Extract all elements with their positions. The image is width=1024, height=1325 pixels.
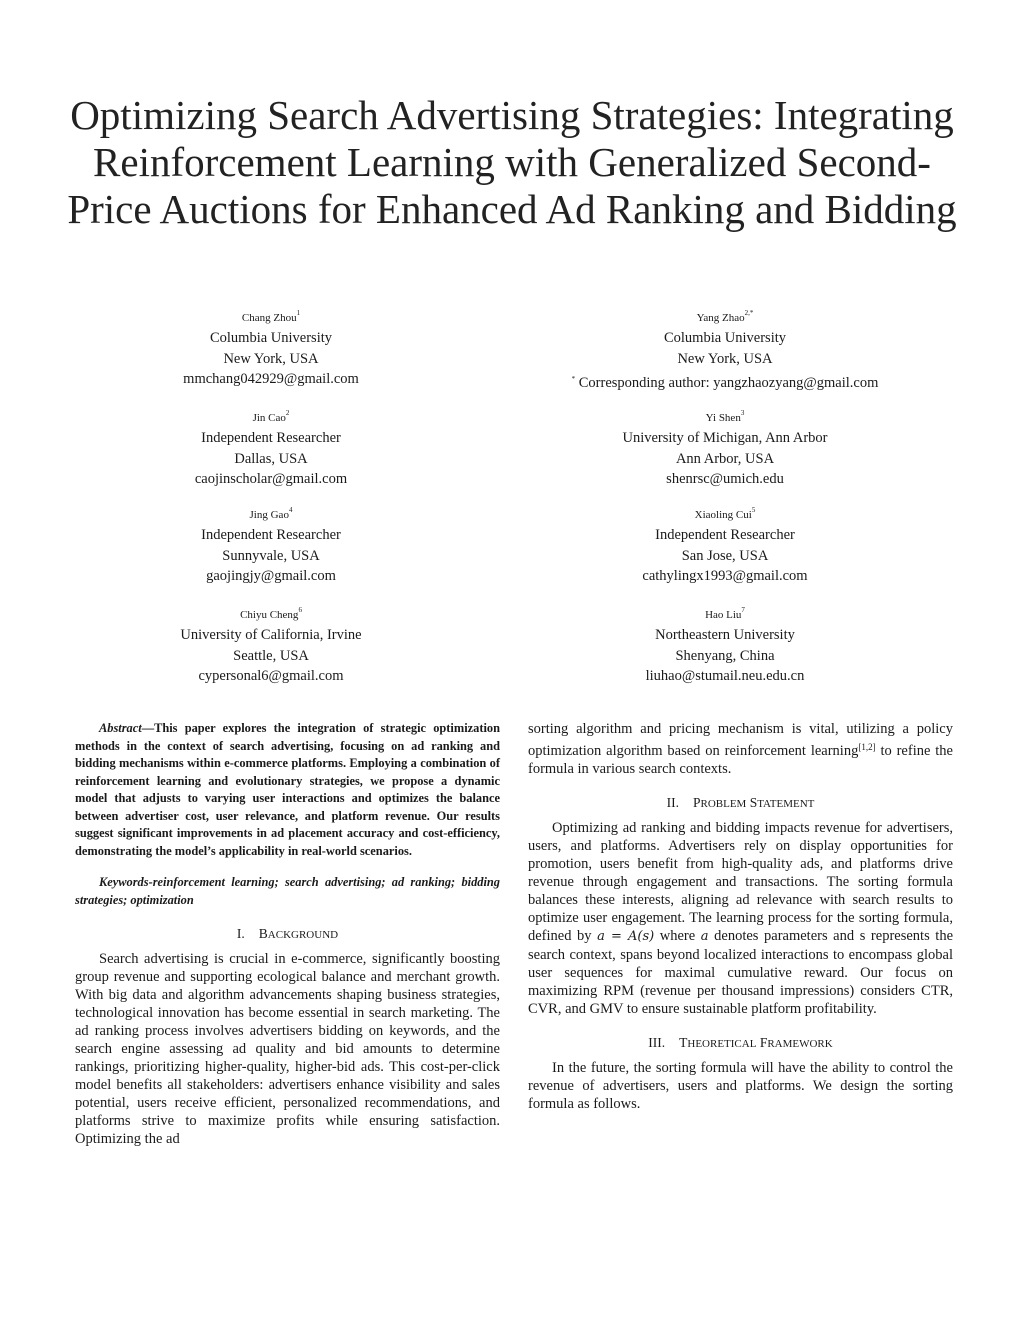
keywords: Keywords-reinforcement learning; search advertising; ad ranking; bidding strategies; optimization — [75, 875, 500, 907]
author-location: San Jose, USA — [681, 547, 769, 564]
author-block — [51, 403, 491, 490]
author-block — [505, 600, 945, 687]
citation: [1,2] — [858, 742, 876, 752]
author-email: gaojingjy@gmail.com — [206, 568, 336, 585]
abstract-text: This paper explores the integration of strategic optimization methods in the context of search advertising, focusing on ad ranking and bidding mechanisms within e-commerce platforms. Employing a combination of reinforcement learning and evolutionary strategies, we propose a dynamic model that adjusts to varying user interactions and optimizes the balance between advertiser cost, user relevance, and platform revenue. Our results suggest significant improvements in ad placement accuracy and cost-efficiency, demonstrating the model’s applicability in real-world scenarios. — [75, 721, 500, 858]
background-body: Search advertising is crucial in e-commerce, significantly boosting group revenue and supporting ecological balance and merchant growth. With big data and algorithm advancements shaping business strategies, technological innovation has become essential in search marketing. The ad ranking process involves advertisers bidding on keywords, and the search engine assessing ad quality and bid amounts to determine rankings, prioritizing higher-quality, higher-bid ads. This cost-per-click model benefits all stakeholders: advertisers enhance visibility and sales potential, users receive efficient, personalized recommendations, and platforms strive to maximize profits while ensuring satisfaction. Optimizing the ad — [75, 951, 500, 1147]
author-block — [505, 303, 945, 394]
math-var: a — [700, 929, 709, 944]
abstract-dash: — — [141, 721, 155, 735]
author-location: New York, USA — [677, 350, 773, 367]
author-block — [51, 600, 491, 687]
author-sup: 7 — [741, 606, 745, 614]
author-sup: 4 — [288, 506, 293, 514]
author-block — [505, 403, 945, 490]
author-sup: 3 — [740, 409, 745, 417]
author-affiliation: Independent Researcher — [201, 527, 341, 544]
author-email: caojinscholar@gmail.com — [194, 471, 348, 488]
paper-title: Optimizing Search Advertising Strategies: Integrating Reinforcement Learning with Generalized Second-Price Auctions for Enhanced Ad Ranking and Bidding — [67, 92, 957, 232]
corresponding-marker: * — [571, 375, 576, 384]
author-name: Jin Cao — [252, 411, 286, 424]
abstract-label: Abstract — [99, 721, 142, 735]
author-email: liuhao@stumail.neu.edu.cn — [645, 668, 805, 685]
section-heading-background: I. BACKGROUND — [236, 926, 339, 941]
author-sup: 5 — [751, 506, 756, 514]
author-location: Seattle, USA — [233, 647, 309, 664]
author-affiliation: Independent Researcher — [201, 430, 341, 447]
author-email: cypersonal6@gmail.com — [198, 668, 344, 685]
author-name: Chang Zhou — [241, 311, 297, 324]
left-column — [75, 720, 500, 1148]
author-location: Sunnyvale, USA — [222, 547, 320, 564]
author-affiliation: Northeastern University — [655, 627, 795, 644]
author-name: Yi Shen — [705, 411, 741, 424]
author-affiliation: Independent Researcher — [655, 527, 795, 544]
author-email: shenrsc@umich.edu — [666, 471, 784, 488]
author-sup: 6 — [298, 606, 302, 614]
author-sup: 1 — [296, 309, 301, 317]
framework-body: In the future, the sorting formula will have the ability to control the revenue of advertisers, users and platforms. We design the sorting formula as follows. — [528, 1060, 953, 1112]
author-block — [505, 500, 945, 587]
right-column — [528, 720, 953, 1113]
author-sup: 2 — [285, 409, 290, 417]
author-name: Xiaoling Cui — [694, 508, 752, 521]
author-name: Hao Liu — [705, 608, 742, 621]
author-name: Jing Gao — [249, 508, 289, 521]
author-email: mmchang042929@gmail.com — [183, 371, 359, 388]
section-heading-framework: III. THEORETICAL FRAMEWORK — [648, 1035, 833, 1050]
author-location: Dallas, USA — [234, 450, 308, 467]
problem-body: Optimizing ad ranking and bidding impacts revenue for advertisers, users, and platforms. Advertisers rely on display opportunities for promotion, users benefit from high-quality ads, and platforms drive revenue through engagement and transactions. The sorting formula balances these interests, aligning ad relevance with search results to optimize user engagement. The learning process for the sorting formula, defined by a = A(s) where a denotes parameters and s represents the search context, spans beyond localized interactions to encompass global user sequences for maximal cumulative reward. Our focus on maximizing RPM (revenue per thousand impressions) considers CTR, CVR, and GMV to ensure sustainable platform profitability. — [528, 820, 954, 1017]
abstract — [75, 720, 500, 860]
author-location: Ann Arbor, USA — [675, 450, 775, 467]
author-location: Shenyang, China — [675, 647, 775, 664]
author-location: New York, USA — [223, 350, 319, 367]
background-continued: sorting algorithm and pricing mechanism is vital, utilizing a policy optimization algorithm based on reinforcement learning[1,2] to refine the formula in various search contexts. — [528, 721, 953, 777]
author-affiliation: University of California, Irvine — [180, 627, 362, 644]
author-email: Corresponding author: yangzhaozyang@gmail.com — [578, 375, 879, 392]
author-affiliation: Columbia University — [663, 330, 787, 347]
section-heading-problem: II. PROBLEM STATEMENT — [666, 795, 815, 810]
author-name: Chiyu Cheng — [240, 608, 299, 621]
author-email: cathylingx1993@gmail.com — [642, 568, 808, 585]
author-block — [51, 500, 491, 587]
author-block — [51, 303, 491, 390]
author-affiliation: Columbia University — [209, 330, 333, 347]
author-sup: 2,* — [744, 309, 754, 317]
author-affiliation: University of Michigan, Ann Arbor — [622, 430, 828, 447]
formula: a = A(s) — [597, 929, 655, 944]
author-name: Yang Zhao — [696, 311, 745, 324]
